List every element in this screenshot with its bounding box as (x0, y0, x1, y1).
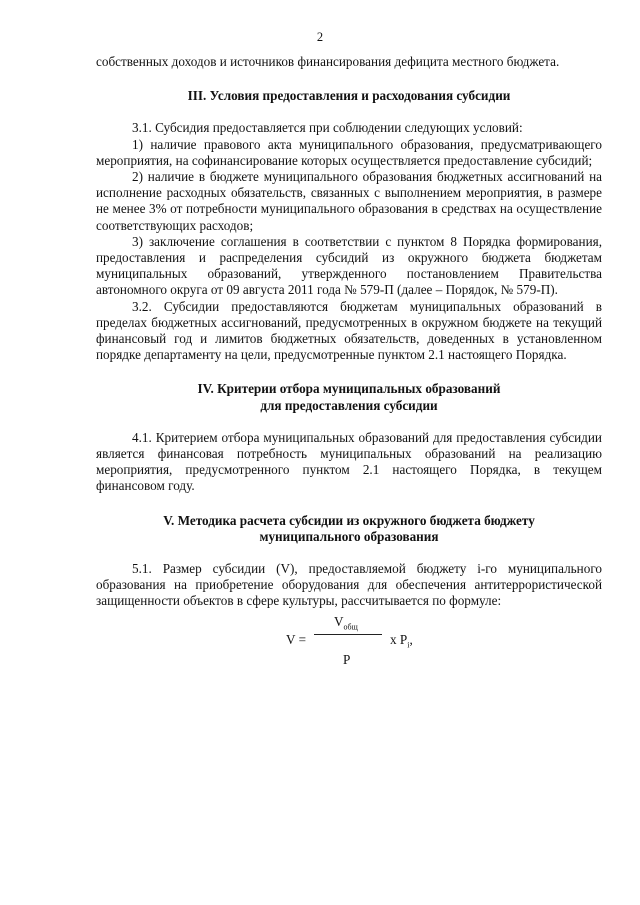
formula-fraction-bar (314, 634, 382, 635)
section-4-title-line-1: IV. Критерии отбора муниципальных образований (197, 381, 501, 397)
formula-multiplier (390, 632, 413, 650)
formula-numerator-symbol: V (334, 613, 344, 629)
section-5-title (96, 513, 602, 545)
section-3-paragraph: 3.2. Субсидии предоставляются бюджетам муниципальных образований в пределах бюджетных ассигнований, предусмотренных в окружном бюджете на текущий финансовый год и лимитов бюджетных обязательств, доведенных в установленном порядке департаменту на цели, предусмотренные пунктом 2.1 настоящего Порядка. (96, 298, 602, 363)
formula-lhs: V = (286, 631, 307, 647)
formula-numerator-subscript: общ (343, 622, 358, 632)
document-body (96, 54, 602, 680)
section-4-title-line-2: для предоставления субсидии (260, 397, 438, 413)
formula-multiplier-symbol: x P (390, 631, 408, 647)
section-3-paragraph: 2) наличие в бюджете муниципального образования бюджетных ассигнований на исполнение расходных обязательств, связанных с выполнением мероприятия, в размере не менее 3% от потребности муниципального образования в средствах на осуществление соответствующих расходов; (96, 169, 602, 233)
formula-trailing-comma: , (409, 631, 413, 647)
section-3-title: III. Условия предоставления и расходования субсидии (187, 88, 511, 104)
section-5-title-line-1: V. Методика расчета субсидии из окружного бюджета бюджету (163, 512, 535, 528)
section-4-paragraph: 4.1. Критерием отбора муниципальных образований для предоставления субсидии является финансовая потребность муниципальных образований на реализацию мероприятия, предусмотренного пунктом 2.1 настоящего Порядка, в текущем финансовом году. (96, 429, 602, 494)
paragraph-continuation: собственных доходов и источников финансирования дефицита местного бюджета. (96, 54, 560, 69)
formula-multiplier-subscript: i (407, 640, 410, 650)
section-4-title (96, 381, 602, 413)
section-3-paragraph: 1) наличие правового акта муниципального образования, предусматривающего мероприятия, на софинансирование которых осуществляется предоставление субсидий; (96, 136, 602, 168)
section-3-paragraph: 3) заключение соглашения в соответствии с пунктом 8 Порядка формирования, предоставления и распределения субсидий из окружного бюджета бюджетам муниципальных образований, утвержденного постановлением Правительства автономного округа от 09 августа 2011 года № 579-П (далее – Порядок, № 579-П). (96, 233, 602, 298)
formula-denominator: P (343, 651, 351, 667)
section-5-paragraph: 5.1. Размер субсидии (V), предоставляемой бюджету i-го муниципального образования на приобретение оборудования для обеспечения антитеррористической защищенности объектов в сфере культуры, рассчитывается по формуле: (96, 561, 602, 609)
subsidy-formula (96, 610, 602, 680)
section-5-title-line-2: муниципального образования (259, 528, 439, 544)
page-number: 2 (316, 30, 324, 44)
formula-numerator (334, 614, 358, 632)
section-3-paragraph: 3.1. Субсидия предоставляется при соблюдении следующих условий: (132, 120, 523, 136)
